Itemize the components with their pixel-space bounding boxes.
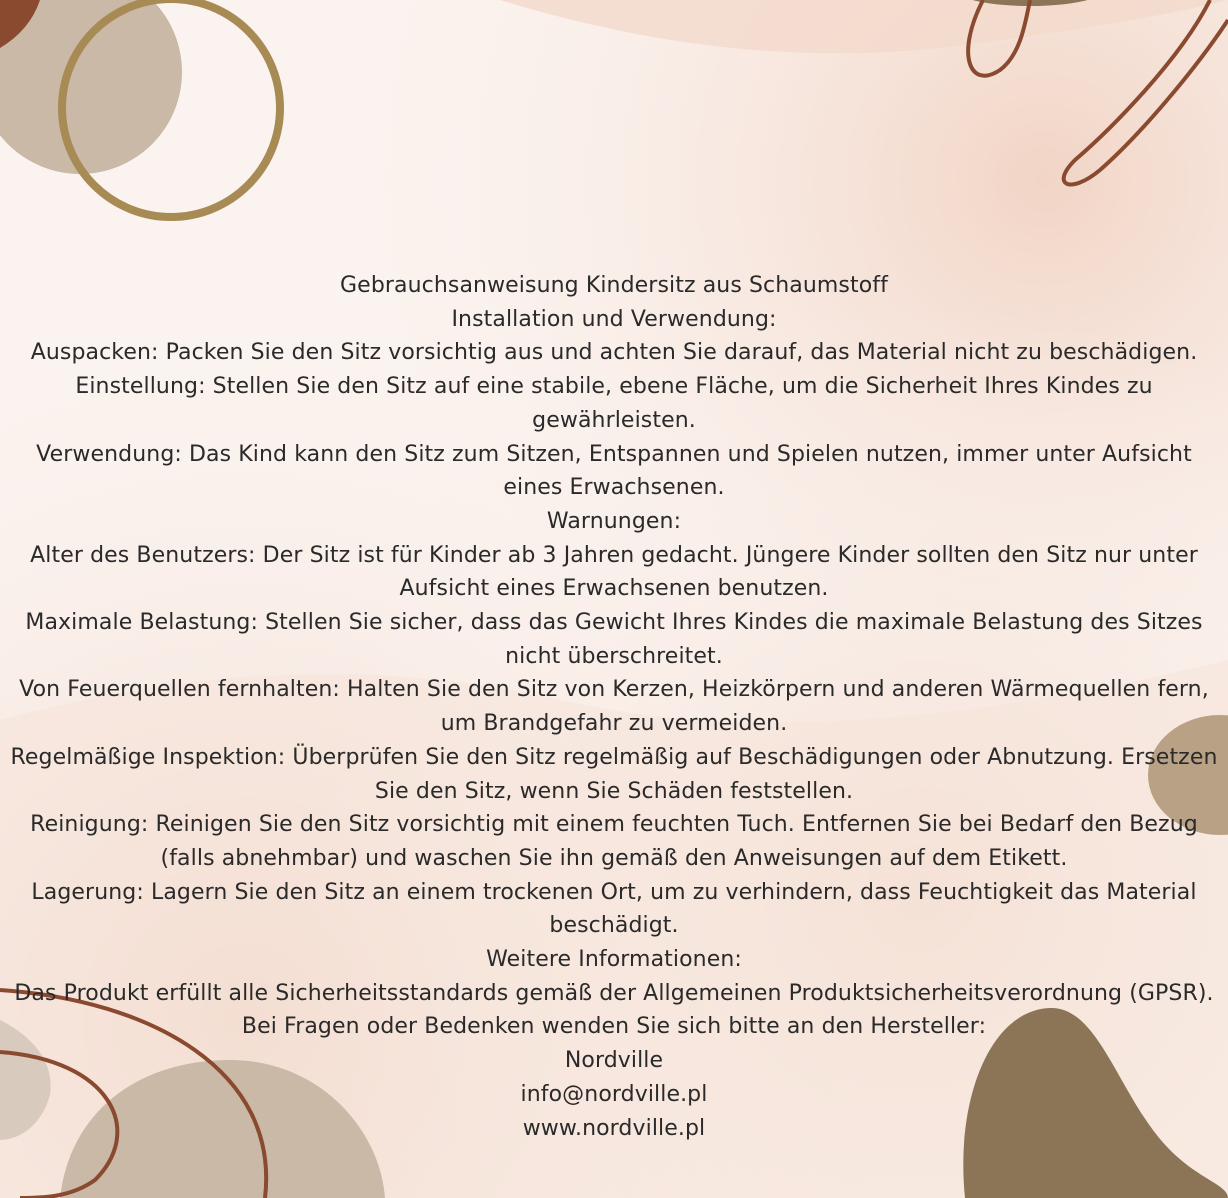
manufacturer-email: info@nordville.pl	[520, 1081, 708, 1107]
text-line: Maximale Belastung: Stellen Sie sicher, dass das Gewicht Ihres Kindes die maximale Belastung des Sitzes	[25, 610, 1203, 636]
text-line: Auspacken: Packen Sie den Sitz vorsichtig aus und achten Sie darauf, das Material nicht zu beschädigen.	[30, 340, 1198, 366]
text-line: Von Feuerquellen fernhalten: Halten Sie den Sitz von Kerzen, Heizkörpern und anderen Wärmequellen fern,	[19, 677, 1209, 703]
instruction-document	[0, 269, 1228, 1145]
text-line: beschädigt.	[549, 913, 679, 939]
section-heading-installation: Installation und Verwendung:	[451, 306, 777, 332]
document-title: Gebrauchsanweisung Kindersitz aus Schaumstoff	[340, 273, 888, 298]
text-line: (falls abnehmbar) und waschen Sie ihn gemäß den Anweisungen auf dem Etikett.	[160, 845, 1068, 871]
text-line: Bei Fragen oder Bedenken wenden Sie sich bitte an den Hersteller:	[241, 1014, 987, 1040]
text-line: um Brandgefahr zu vermeiden.	[440, 711, 788, 737]
text-line: Regelmäßige Inspektion: Überprüfen Sie den Sitz regelmäßig auf Beschädigungen oder Abnutzung. Ersetzen	[10, 744, 1218, 770]
text-line: Aufsicht eines Erwachsenen benutzen.	[399, 576, 829, 602]
text-line: eines Erwachsenen.	[503, 475, 725, 501]
section-heading-warnings: Warnungen:	[546, 508, 682, 534]
text-line: Lagerung: Lagern Sie den Sitz an einem trockenen Ort, um zu verhindern, dass Feuchtigkeit das Material	[31, 879, 1197, 905]
text-line: Alter des Benutzers: Der Sitz ist für Kinder ab 3 Jahren gedacht. Jüngere Kinder sollten den Sitz nur unter	[30, 542, 1198, 568]
text-line: Verwendung: Das Kind kann den Sitz zum Sitzen, Entspannen und Spielen nutzen, immer unter Aufsicht	[36, 441, 1192, 467]
text-line: Reinigung: Reinigen Sie den Sitz vorsichtig mit einem feuchten Tuch. Entfernen Sie bei Bedarf den Bezug	[30, 812, 1198, 838]
text-line: Sie den Sitz, wenn Sie Schäden feststellen.	[374, 778, 854, 804]
text-line: nicht überschreitet.	[505, 643, 723, 669]
text-line: Das Produkt erfüllt alle Sicherheitsstandards gemäß der Allgemeinen Produktsicherheitsverordnung (GPSR).	[14, 980, 1214, 1006]
manufacturer-name: Nordville	[564, 1048, 664, 1074]
manufacturer-website: www.nordville.pl	[522, 1115, 706, 1141]
section-heading-further-info: Weitere Informationen:	[486, 947, 742, 973]
text-line: gewährleisten.	[532, 407, 696, 433]
text-line: Einstellung: Stellen Sie den Sitz auf eine stabile, ebene Fläche, um die Sicherheit Ihres Kindes zu	[75, 374, 1153, 400]
